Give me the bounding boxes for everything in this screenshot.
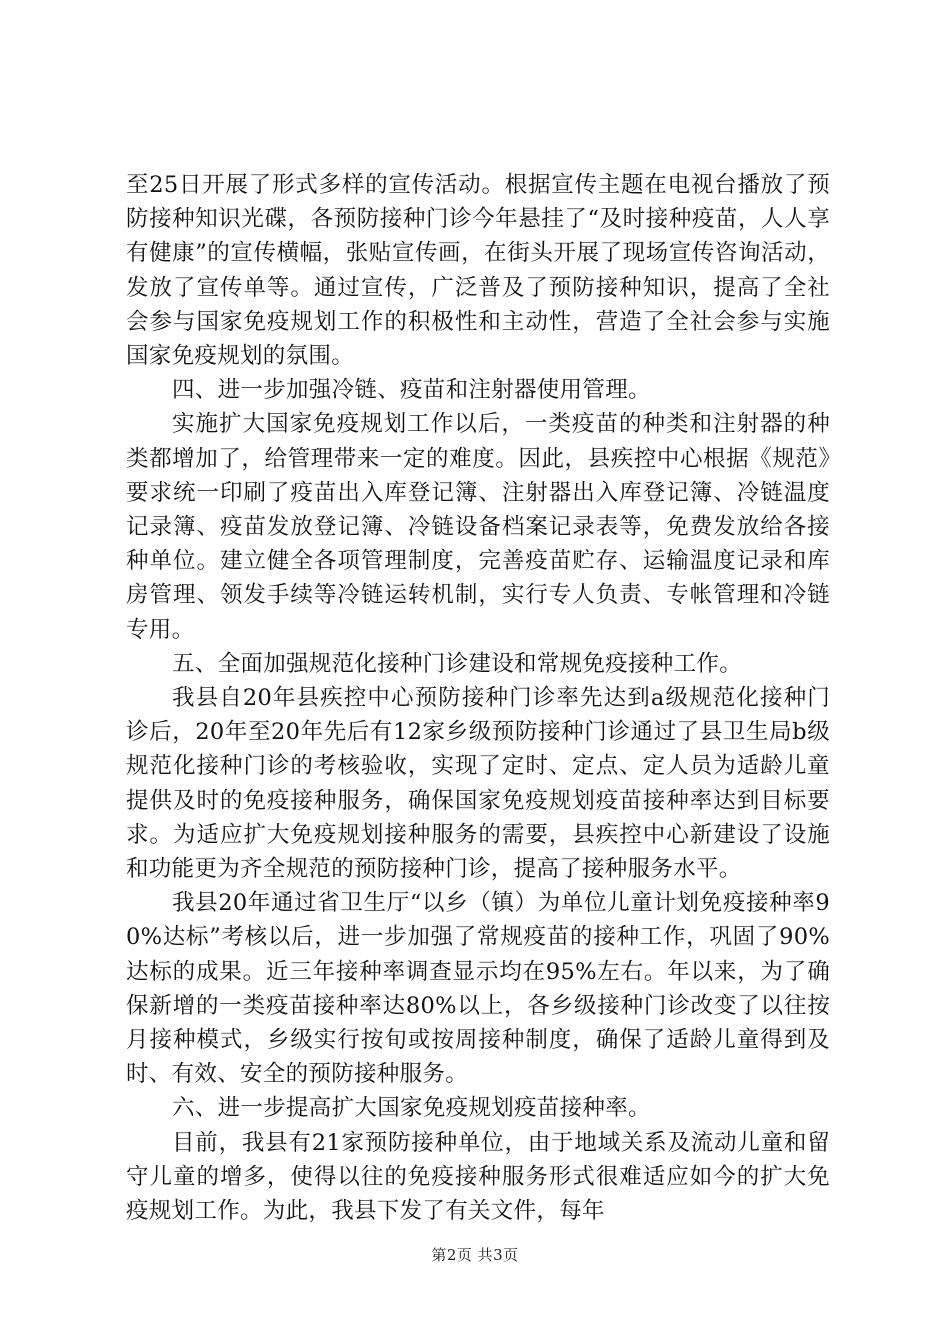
paragraph-clinic-standardization: 我县自20年县疾控中心预防接种门诊率先达到a级规范化接种门诊后，20年至20年先后有12家乡级预防接种门诊通过了县卫生局b级规范化接种门诊的考核验收，实现了定时、定点、定人员为适龄儿童提供及时的免疫接种服务，确保国家免疫规划疫苗接种率达到目标要求。为适应扩大免疫规划接种服务的需要，县疾控中心新建设了设施和功能更为齐全规范的预防接种门诊，提高了接种服务水平。 — [126, 685, 830, 883]
paragraph-current-status: 目前，我县有21家预防接种单位，由于地域关系及流动儿童和留守儿童的增多，使得以往的免疫接种服务形式很难适应如今的扩大免疫规划工作。为此，我县下发了有关文件，每年 — [126, 1129, 830, 1225]
document-body — [126, 168, 830, 1228]
section-heading-four: 四、进一步加强冷链、疫苗和注射器使用管理。 — [172, 377, 651, 404]
page-number-footer: 第2页 共3页 — [431, 1246, 519, 1264]
paragraph-continuation: 至25日开展了形式多样的宣传活动。根据宣传主题在电视台播放了预防接种知识光碟，各预防接种门诊今年悬挂了“及时接种疫苗，人人享有健康”的宣传横幅，张贴宣传画，在街头开展了现场宣传咨询活动，发放了宣传单等。通过宣传，广泛普及了预防接种知识，提高了全社会参与国家免疫规划工作的积极性和主动性，营造了全社会参与实施国家免疫规划的氛围。 — [126, 172, 830, 370]
section-heading-five: 五、全面加强规范化接种门诊建设和常规免疫接种工作。 — [172, 650, 743, 677]
paragraph-vaccination-rate: 我县20年通过省卫生厅“以乡（镇）为单位儿童计划免疫接种率90%达标”考核以后，进一步加强了常规疫苗的接种工作，巩固了90%达标的成果。近三年接种率调查显示均在95%左右。年以来，为了确保新增的一类疫苗接种率达80%以上，各乡级接种门诊改变了以往按月接种模式，乡级实行按旬或按周接种制度，确保了适龄儿童得到及时、有效、安全的预防接种服务。 — [126, 890, 830, 1088]
paragraph-cold-chain: 实施扩大国家免疫规划工作以后，一类疫苗的种类和注射器的种类都增加了，给管理带来一定的难度。因此，县疾控中心根据《规范》要求统一印刷了疫苗出入库登记簿、注射器出入库登记簿、冷链温度记录簿、疫苗发放登记簿、冷链设备档案记录表等，免费发放给各接种单位。建立健全各项管理制度，完善疫苗贮存、运输温度记录和库房管理、领发手续等冷链运转机制，实行专人负责、专帐管理和冷链专用。 — [126, 411, 830, 643]
section-heading-six: 六、进一步提高扩大国家免疫规划疫苗接种率。 — [172, 1095, 651, 1122]
